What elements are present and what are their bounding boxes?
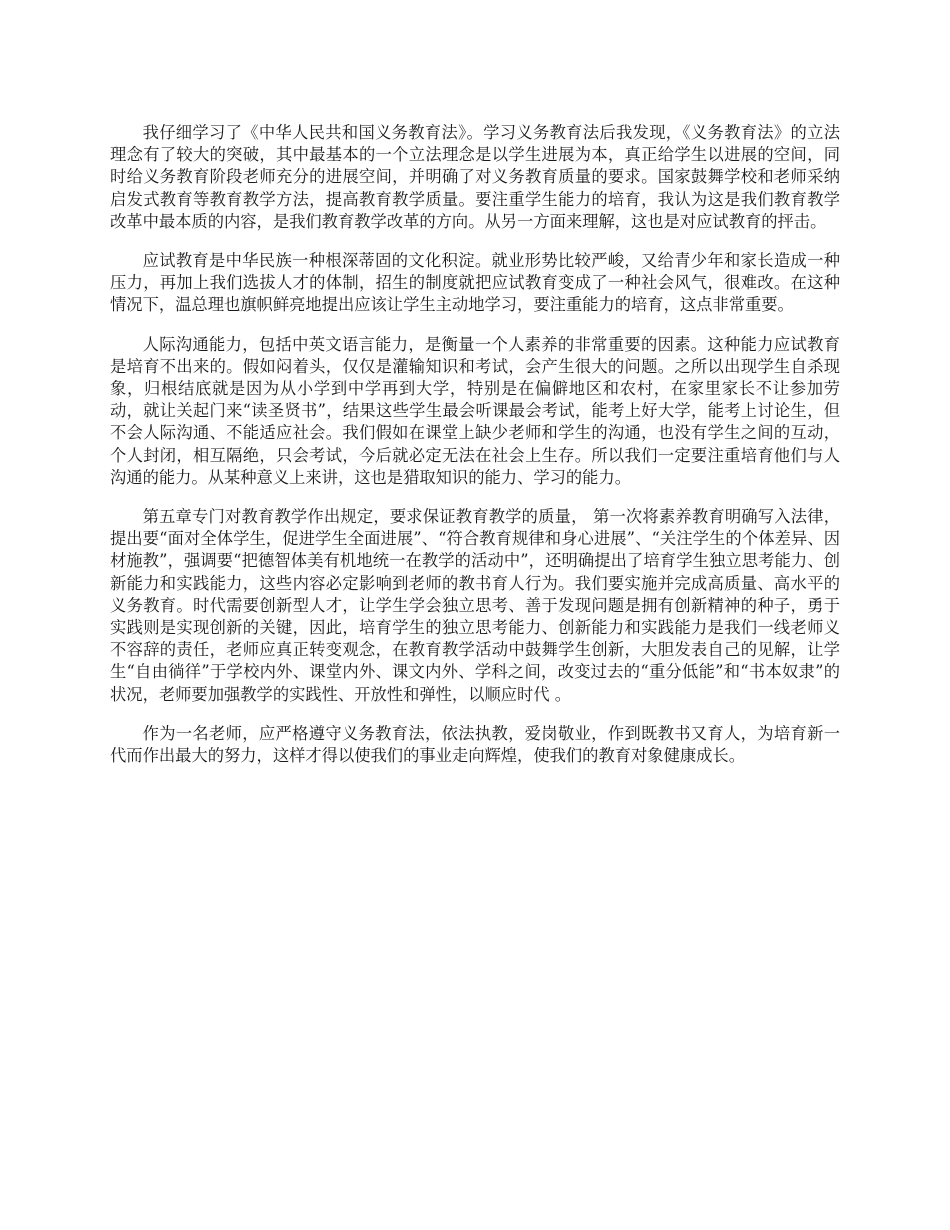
paragraph-3: 人际沟通能力，包括中英文语言能力，是衡量一个人素养的非常重要的因素。这种能力应试教育是培育不出来的。假如闷着头，仅仅是灌输知识和考试，会产生很大的问题。之所以出现学生自杀现象，归根结底就是因为从小学到中学再到大学，特别是在偏僻地区和农村，在家里家长不让参加劳动，就让关起门来“读圣贤书”，结果这些学生最会听课最会考试，能考上好大学，能考上讨论生，但不会人际沟通、不能适应社会。我们假如在课堂上缺少老师和学生的沟通，也没有学生之间的互动，个人封闭，相互隔绝，只会考试，今后就必定无法在社会上生存。所以我们一定要注重培育他们与人沟通的能力。从某种意义上来讲，这也是猎取知识的能力、学习的能力。 xyxy=(110,334,840,487)
paragraph-4: 第五章专门对教育教学作出规定，要求保证教育教学的质量， 第一次将素养教育明确写入法律，提出要“面对全体学生，促进学生全面进展”、“符合教育规律和身心进展”、“关注学生的个体差异、因材施教”，强调要“把德智体美有机地统一在教学的活动中”，还明确提出了培育学生独立思考能力、创新能力和实践能力，这些内容必定影响到老师的教书育人行为。我们要实施并完成高质量、高水平的义务教育。时代需要创新型人才，让学生学会独立思考、善于发现问题是拥有创新精神的种子，勇于实践则是实现创新的关键，因此，培育学生的独立思考能力、创新能力和实践能力是我们一线老师义不容辞的责任，老师应真正转变观念，在教育教学活动中鼓舞学生创新，大胆发表自己的见解，让学生“自由徜徉”于学校内外、课堂内外、课文内外、学科之间，改变过去的“重分低能”和“书本奴隶”的状况，老师要加强教学的实践性、开放性和弹性，以顺应时代 。 xyxy=(110,507,840,704)
document-body xyxy=(110,122,840,784)
paragraph-2: 应试教育是中华民族一种根深蒂固的文化积淀。就业形势比较严峻，又给青少年和家长造成一种压力，再加上我们选拔人才的体制，招生的制度就把应试教育变成了一种社会风气，很难改。在这种情况下，温总理也旗帜鲜亮地提出应该让学生主动地学习，要注重能力的培育，这点非常重要。 xyxy=(110,251,840,315)
paragraph-1: 我仔细学习了《中华人民共和国义务教育法》。学习义务教育法后我发现，《义务教育法》的立法理念有了较大的突破，其中最基本的一个立法理念是以学生进展为本，真正给学生以进展的空间，同时给义务教育阶段老师充分的进展空间，并明确了对义务教育质量的要求。国家鼓舞学校和老师采纳启发式教育等教育教学方法，提高教育教学质量。要注重学生能力的培育，我认为这是我们教育教学改革中最本质的内容，是我们教育教学改革的方向。从另一方面来理解，这也是对应试教育的抨击。 xyxy=(110,123,840,231)
paragraph-5: 作为一名老师，应严格遵守义务教育法，依法执教，爱岗敬业，作到既教书又育人，为培育新一代而作出最大的努力，这样才得以使我们的事业走向辉煌，使我们的教育对象健康成长。 xyxy=(110,723,840,766)
